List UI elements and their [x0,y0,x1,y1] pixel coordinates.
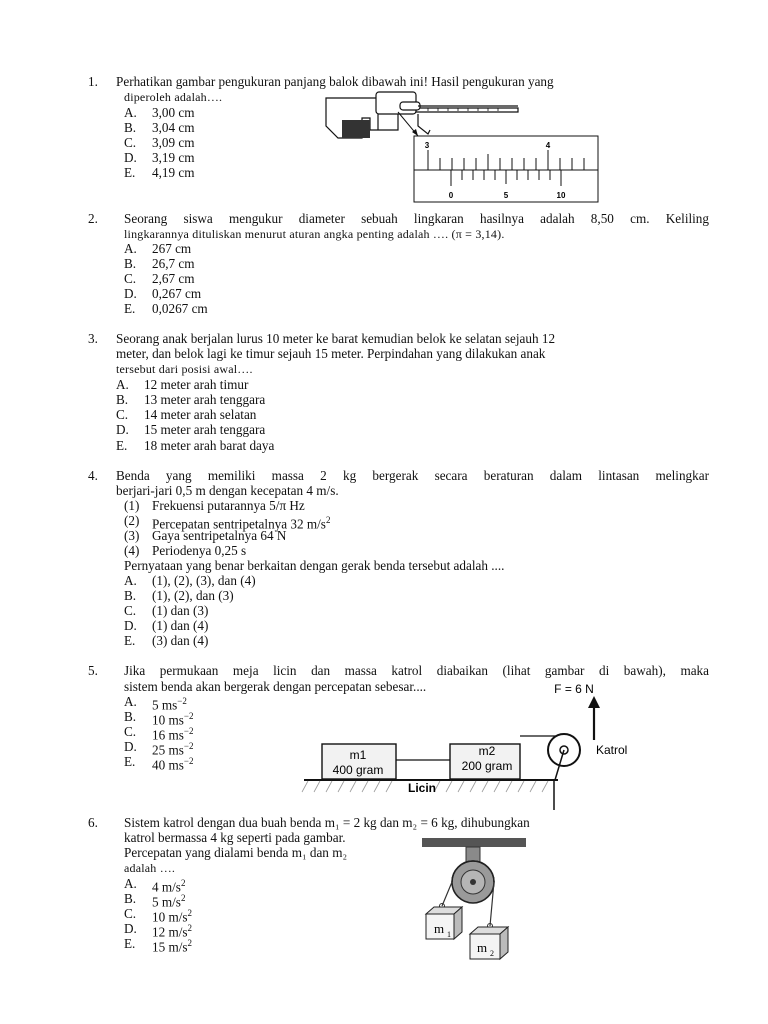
question-stem-line: tersebut dari posisi awal…. [116,362,253,376]
option-text: 3,04 cm [152,120,195,135]
option-text: 15 m/s [152,939,188,955]
option-text: 267 cm [152,241,192,256]
superscript: −2 [183,726,194,736]
question-number: 1. [88,74,98,89]
question-stem-line: Seorang siswa mengukur diameter sebuah lingkaran hasilnya adalah 8,50 cm. Keliling [124,211,709,226]
superscript: −2 [183,741,194,751]
main-scale-label: 4 [545,141,551,150]
question-stem-line: Perhatikan gambar pengukuran panjang balok dibawah ini! Hasil pengukuran yang [116,74,554,89]
surface-label: Licin [407,781,437,795]
question-stem-line: Percepatan yang dialami benda m₁ dan m₂ [124,845,348,860]
option-text: (1) dan (3) [152,603,209,618]
statement-label: (1) [124,498,140,513]
superscript: −2 [183,711,194,721]
option-text: 14 meter arah selatan [144,407,257,422]
option-text: 18 meter arah barat daya [144,438,275,453]
question-stem-line: Benda yang memiliki massa 2 kg bergerak secara beraturan dalam lintasan melingkar [116,468,709,483]
question-prompt: Pernyataan yang benar berkaitan dengan gerak benda tersebut adalah .... [124,558,505,573]
option-letter: D. [124,739,137,754]
option-text: 4 m/s [152,879,181,895]
option-text: (1) dan (4) [152,618,209,633]
option-letter: E. [124,754,136,769]
force-label: F = 6 N [554,682,594,696]
option-letter: D. [124,921,137,936]
option-text: (1), (2), dan (3) [152,588,234,603]
option-text: 15 meter arah tenggara [144,422,266,437]
option-letter: B. [124,709,137,724]
block-m1-name: m1 [349,748,367,762]
option-text: 16 ms [152,727,184,743]
option-text: 13 meter arah tenggara [144,392,266,407]
option-letter: C. [124,603,137,618]
option-line [152,754,193,772]
vernier-caliper-figure [318,90,608,205]
option-text: 12 meter arah timur [144,377,249,392]
option-letter: A. [124,876,137,891]
option-text: 0,267 cm [152,286,202,301]
table-pulley-figure [300,680,640,810]
option-letter: C. [124,906,137,921]
statement-text: Frekuensi putarannya 5/π Hz [152,498,305,513]
superscript: 2 [187,923,193,933]
statement-text: Periodenya 0,25 s [152,543,247,558]
option-letter: B. [124,891,137,906]
vernier-scale-label: 0 [448,191,454,200]
pulley-label: Katrol [596,743,628,757]
option-letter: B. [124,588,137,603]
option-letter: E. [124,936,136,951]
superscript: 2 [187,938,193,948]
question-stem-line: sistem benda akan bergerak dengan percepatan sebesar.... [124,679,427,694]
option-letter: A. [124,105,137,120]
option-letter: A. [124,241,137,256]
option-text: 0,0267 cm [152,301,208,316]
option-text: 5 m/s [152,894,181,910]
option-letter: B. [124,256,137,271]
question-stem-line: meter, dan belok lagi ke timur sejauh 15 meter. Perpindahan yang dilakukan anak [116,346,546,361]
block-m1-mass: 400 gram [332,763,384,777]
block-m1-subscript: 1 [447,930,451,939]
option-text: 26,7 cm [152,256,195,271]
question-number: 2. [88,211,98,226]
option-letter: B. [116,392,129,407]
statement-text: Gaya sentripetalnya 64 N [152,528,287,543]
question-stem-line: adalah …. [124,861,176,875]
option-text: 4,19 cm [152,165,195,180]
option-text: 10 m/s [152,909,188,925]
option-text: (1), (2), (3), dan (4) [152,573,256,588]
superscript: −2 [177,696,187,706]
question-stem-line: Seorang anak berjalan lurus 10 meter ke barat kemudian belok ke selatan sejauh 12 [116,331,556,346]
block-m1-label: m [434,921,445,936]
ceiling [422,838,526,847]
option-text: 3,00 cm [152,105,195,120]
option-text: 40 ms [152,757,184,773]
superscript: 2 [180,878,186,888]
option-letter: B. [124,120,137,135]
vernier-scale-label: 10 [556,191,566,200]
statement-label: (3) [124,528,140,543]
question-stem-line: Sistem katrol dengan dua buah benda m₁ = 2 kg dan m₂ = 6 kg, dihubungkan [124,815,530,830]
block-m2-subscript: 2 [490,949,494,958]
option-text: 3,09 cm [152,135,195,150]
option-letter: D. [124,286,137,301]
question-stem-line: lingkarannya dituliskan menurut aturan angka penting adalah …. (π = 3,14). [124,227,505,241]
superscript: 2 [325,515,331,525]
question-stem-line: katrol bermassa 4 kg seperti pada gambar. [124,830,346,845]
statement-label: (4) [124,543,140,558]
pulley-hub [470,879,476,885]
option-letter: C. [124,135,137,150]
option-text: 25 ms [152,742,184,758]
option-text: 10 ms [152,712,184,728]
block-m2-label: m [477,940,488,955]
vernier-scale-label: 5 [503,191,509,200]
option-text: 2,67 cm [152,271,195,286]
option-letter: E. [124,301,136,316]
hanging-pulley-figure [420,838,530,960]
option-letter: A. [116,377,129,392]
force-arrowhead [588,696,600,708]
option-letter: D. [124,618,137,633]
superscript: 2 [187,908,193,918]
option-letter: E. [124,633,136,648]
measured-block [342,120,370,138]
option-letter: C. [116,407,129,422]
option-letter: C. [124,271,137,286]
option-text: 12 m/s [152,924,188,940]
option-letter: D. [116,422,129,437]
option-letter: E. [116,438,128,453]
option-letter: A. [124,573,137,588]
option-letter: D. [124,150,137,165]
question-number: 5. [88,663,98,678]
main-scale-label: 3 [424,141,430,150]
superscript: 2 [180,893,186,903]
option-letter: E. [124,165,136,180]
question-number: 4. [88,468,98,483]
option-letter: C. [124,724,137,739]
block-m2-mass: 200 gram [461,759,513,773]
statement-text: Percepatan sentripetalnya 32 m/s [152,516,326,532]
option-line [152,936,192,954]
option-text: 3,19 cm [152,150,195,165]
block-m2-name: m2 [478,744,496,758]
question-stem-line: diperoleh adalah…. [124,90,223,104]
question-stem-line: Jika permukaan meja licin dan massa katrol diabaikan (lihat gambar di bawah), maka [124,663,709,678]
question-number: 6. [88,815,98,830]
option-text: 5 ms [152,697,178,713]
superscript: −2 [183,756,194,766]
option-text: (3) dan (4) [152,633,209,648]
statement-label: (2) [124,513,140,528]
option-letter: A. [124,694,137,709]
question-stem-line: berjari-jari 0,5 m dengan kecepatan 4 m/s. [116,483,339,498]
question-number: 3. [88,331,98,346]
